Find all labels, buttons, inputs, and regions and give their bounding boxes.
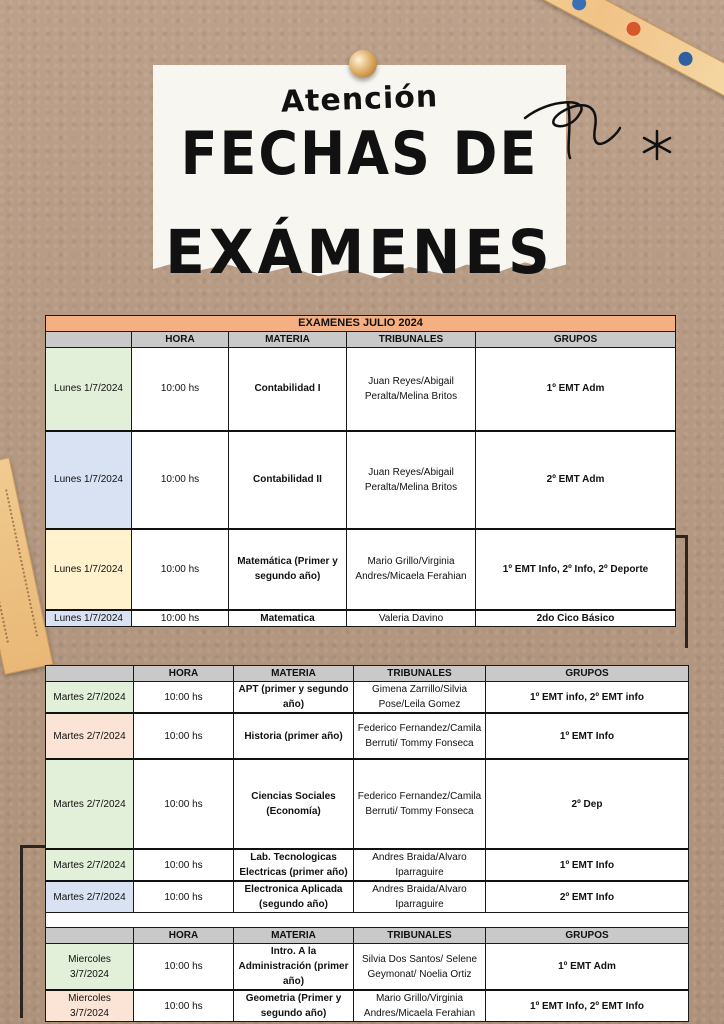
exam-groups: 1º EMT Info, 2º EMT Info: [486, 990, 689, 1022]
exam-time: 10:00 hs: [134, 713, 234, 759]
page-title-line2: EXÁMENES: [165, 216, 554, 288]
exam-time: 10:00 hs: [132, 529, 229, 610]
exam-tribunal: Federico Fernandez/Camila Berruti/ Tommy Fonseca: [354, 713, 486, 759]
exam-subject: APT (primer y segundo año): [234, 682, 354, 714]
exam-subject: Contabilidad I: [229, 348, 347, 431]
exam-tribunal: Andres Braida/Alvaro Iparraguire: [354, 881, 486, 913]
exam-groups: 2º EMT Info: [486, 881, 689, 913]
attention-heading: Atención: [280, 79, 439, 120]
exam-subject: Contabilidad II: [229, 431, 347, 529]
column-header-tribunales: TRIBUNALES: [347, 332, 476, 348]
exam-tribunal: Andres Braida/Alvaro Iparraguire: [354, 849, 486, 881]
table-row: [46, 944, 689, 991]
table-row: [46, 610, 676, 627]
exam-groups: 1º EMT info, 2º EMT info: [486, 682, 689, 714]
exam-subject: Matemática (Primer y segundo año): [229, 529, 347, 610]
column-header-materia: MATERIA: [234, 928, 354, 944]
exam-subject: Intro. A la Administración (primer año): [234, 944, 354, 991]
exam-groups: 2º Dep: [486, 759, 689, 849]
exam-date: Martes 2/7/2024: [46, 713, 134, 759]
exam-date: Martes 2/7/2024: [46, 759, 134, 849]
exam-tribunal: Mario Grillo/Virginia Andres/Micaela Ferahian: [354, 990, 486, 1022]
page-title-line1: FECHAS DE: [180, 118, 539, 189]
exam-date: Lunes 1/7/2024: [46, 529, 132, 610]
asterisk-icon: [640, 128, 674, 162]
spacer-row: [46, 913, 689, 928]
exam-groups: 2º EMT Adm: [476, 431, 676, 529]
exam-subject: Geometria (Primer y segundo año): [234, 990, 354, 1022]
exam-tribunal: Silvia Dos Santos/ Selene Geymonat/ Noelia Ortiz: [354, 944, 486, 991]
exam-time: 10:00 hs: [134, 881, 234, 913]
exam-tribunal: Valeria Davino: [347, 610, 476, 627]
column-header-hora: HORA: [132, 332, 229, 348]
exam-groups: 1º EMT Info: [486, 849, 689, 881]
exam-tribunal: Juan Reyes/Abigail Peralta/Melina Britos: [347, 431, 476, 529]
table-title: EXAMENES JULIO 2024: [46, 316, 676, 332]
column-header-fecha: [46, 332, 132, 348]
table-row: [46, 759, 689, 849]
column-header-hora: HORA: [134, 928, 234, 944]
column-header-tribunales: TRIBUNALES: [354, 928, 486, 944]
exam-groups: 1º EMT Adm: [486, 944, 689, 991]
table-row: [46, 348, 676, 431]
exam-subject: Matematica: [229, 610, 347, 627]
table-row: [46, 713, 689, 759]
exam-time: 10:00 hs: [134, 759, 234, 849]
exam-table-lunes: [45, 315, 676, 627]
exam-time: 10:00 hs: [132, 610, 229, 627]
exam-subject: Historia (primer año): [234, 713, 354, 759]
pushpin-icon: [349, 50, 377, 78]
column-header-materia: MATERIA: [229, 332, 347, 348]
table-row: [46, 682, 689, 714]
exam-time: 10:00 hs: [132, 348, 229, 431]
column-header-fecha: [46, 928, 134, 944]
column-header-grupos: GRUPOS: [486, 666, 689, 682]
exam-groups: 1º EMT Info: [486, 713, 689, 759]
exam-date: Martes 2/7/2024: [46, 682, 134, 714]
column-header-grupos: GRUPOS: [486, 928, 689, 944]
exam-date: Martes 2/7/2024: [46, 849, 134, 881]
exam-time: 10:00 hs: [134, 682, 234, 714]
exam-tribunal: Mario Grillo/Virginia Andres/Micaela Ferahian: [347, 529, 476, 610]
exam-date: Lunes 1/7/2024: [46, 431, 132, 529]
exam-groups: 2do Cico Básico: [476, 610, 676, 627]
exam-time: 10:00 hs: [134, 849, 234, 881]
table-row: [46, 849, 689, 881]
exam-tribunal: Federico Fernandez/Camila Berruti/ Tommy Fonseca: [354, 759, 486, 849]
column-header-grupos: GRUPOS: [476, 332, 676, 348]
exam-subject: Ciencias Sociales (Economía): [234, 759, 354, 849]
exam-subject: Lab. Tecnologicas Electricas (primer año): [234, 849, 354, 881]
exam-date: Martes 2/7/2024: [46, 881, 134, 913]
column-header-hora: HORA: [134, 666, 234, 682]
exam-date: Miercoles 3/7/2024: [46, 990, 134, 1022]
table-row: [46, 990, 689, 1022]
column-header-materia: MATERIA: [234, 666, 354, 682]
exam-groups: 1º EMT Info, 2º Info, 2º Deporte: [476, 529, 676, 610]
exam-date: Lunes 1/7/2024: [46, 610, 132, 627]
exam-tribunal: Gimena Zarrillo/Silvia Pose/Leila Gomez: [354, 682, 486, 714]
exam-time: 10:00 hs: [134, 944, 234, 991]
column-header-fecha: [46, 666, 134, 682]
column-header-tribunales: TRIBUNALES: [354, 666, 486, 682]
exam-groups: 1º EMT Adm: [476, 348, 676, 431]
exam-time: 10:00 hs: [132, 431, 229, 529]
exam-subject: Electronica Aplicada (segundo año): [234, 881, 354, 913]
exam-date: Lunes 1/7/2024: [46, 348, 132, 431]
table-row: [46, 431, 676, 529]
exam-table-martes-miercoles: [45, 665, 689, 1022]
table-row: [46, 881, 689, 913]
exam-time: 10:00 hs: [134, 990, 234, 1022]
table-row: [46, 529, 676, 610]
exam-tribunal: Juan Reyes/Abigail Peralta/Melina Britos: [347, 348, 476, 431]
exam-date: Miercoles 3/7/2024: [46, 944, 134, 991]
